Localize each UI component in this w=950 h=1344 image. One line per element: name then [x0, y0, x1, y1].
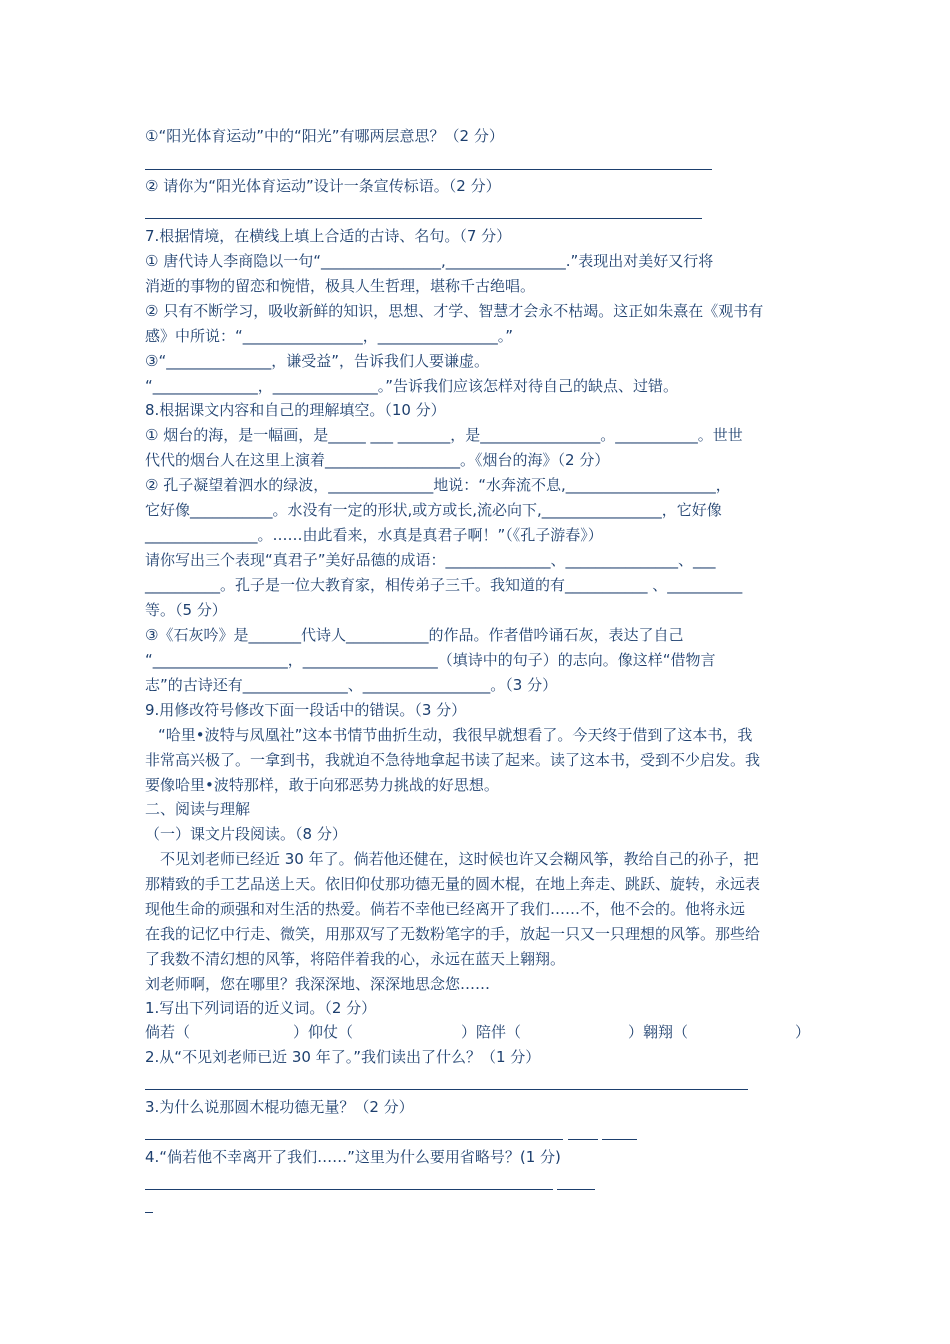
q6-2-question: ② 请你为“阳光体育运动”设计一条宣传标语。（2 分） [145, 177, 501, 195]
q8-2-line-d: 请你写出三个表现“真君子”美好品德的成语：______________、_______________、___ [145, 551, 716, 569]
q9-paragraph-line-2: 非常高兴极了。一拿到书，我就迫不急待地拿起书读了起来。读了这本书，受到不少启发。我 [145, 751, 761, 769]
answer-line-reading-q3-b[interactable] [568, 1139, 598, 1140]
answer-line-reading-q3-a[interactable] [145, 1139, 563, 1140]
passage-line-6: 刘老师啊，您在哪里？我深深地、深深地思念您…… [145, 975, 491, 993]
synonym-close-paren: ） [795, 1023, 811, 1041]
section-2-title: 二、阅读与理解 [145, 800, 251, 818]
answer-line-q6-2[interactable] [145, 218, 702, 219]
synonym-word-3: ）陪伴（ [461, 1023, 522, 1041]
q7-title: 7.根据情境，在横线上填上合适的古诗、名句。（7 分） [145, 227, 512, 245]
passage-line-2: 那精致的手工艺品送上天。依旧仰仗那功德无量的圆木棍，在地上奔走、跳跃、旋转，永远表 [145, 875, 761, 893]
q7-2-line-a: ② 只有不断学习，吸收新鲜的知识，思想、才学、智慧才会永不枯竭。这正如朱熹在《观书有 [145, 302, 764, 320]
q8-3-line-b: “__________________，__________________（填诗中的句子）的志向。像这样“借物言 [145, 651, 716, 669]
q6-1-question: ①“阳光体育运动”中的“阳光”有哪两层意思？（2 分） [145, 127, 504, 145]
q7-1-line-a: ① 唐代诗人李商隐以一句“________________,________________.”表现出对美好又行将 [145, 252, 714, 270]
q9-paragraph-line-1: “哈里•波特与凤凰社”这本书情节曲折生动，我很早就想看了。今天终于借到了这本书，我 [158, 726, 753, 744]
synonym-word-1: 倘若（ [145, 1023, 191, 1041]
q8-1-line-b: 代代的烟台人在这里上演着__________________。《烟台的海》（2 分） [145, 451, 610, 469]
answer-line-q6-1[interactable] [145, 169, 712, 170]
answer-line-reading-q4-b[interactable] [557, 1189, 595, 1190]
passage-line-1: 不见刘老师已经近 30 年了。倘若他还健在，这时候也许又会糊风筝，教给自己的孙子，把 [160, 850, 759, 868]
q8-3-line-c: 志”的古诗还有______________、_________________。（3 分） [145, 676, 558, 694]
reading-q2-title: 2.从“不见刘老师已近 30 年了。”我们读出了什么？（1 分） [145, 1048, 541, 1066]
q9-title: 9.用修改符号修改下面一段话中的错误。（3 分） [145, 701, 467, 719]
q7-3-line-b: “______________，______________。”告诉我们应该怎样对待自己的缺点、过错。 [145, 377, 679, 395]
q8-3-line-a: ③《石灰吟》是_______代诗人___________的作品。作者借吟诵石灰，表达了自己 [145, 626, 684, 644]
q7-1-line-b: 消逝的事物的留恋和惋惜，极具人生哲理，堪称千古绝唱。 [145, 277, 536, 295]
passage-line-3: 现他生命的顽强和对生活的热爱。倘若不幸他已经离开了我们……不，他不会的。他将永远 [145, 900, 746, 918]
q9-paragraph-line-3: 要像哈里•波特那样，敢于向邪恶势力挑战的好思想。 [145, 776, 499, 794]
passage-line-5: 了我数不清幻想的风筝，将陪伴着我的心，永远在蓝天上翱翔。 [145, 950, 566, 968]
q8-2-line-e: __________。孔子是一位大教育家，相传弟子三千。我知道的有___________ 、__________ [145, 576, 743, 594]
q7-2-line-b: 感》中所说：“________________，________________。” [145, 327, 514, 345]
passage-line-4: 在我的记忆中行走、微笑，用那双写了无数粉笔字的手，放起一只又一只理想的风筝。那些给 [145, 925, 761, 943]
reading-q3-title: 3.为什么说那圆木棍功德无量？（2 分） [145, 1098, 414, 1116]
reading-q1-title: 1.写出下列词语的近义词。（2 分） [145, 999, 377, 1017]
q8-2-line-a: ② 孔子凝望着泗水的绿波，______________地说：“水奔流不息,____________________， [145, 476, 731, 494]
reading-q4-title: 4.“倘若他不幸离开了我们……”这里为什么要用省略号？(1 分) [145, 1148, 561, 1166]
synonym-word-4: ）翱翔（ [628, 1023, 689, 1041]
answer-line-reading-q3-c[interactable] [602, 1139, 637, 1140]
synonym-word-2: ）仰仗（ [293, 1023, 354, 1041]
subsection-1-title: （一）课文片段阅读。（8 分） [145, 825, 347, 843]
answer-line-reading-q2[interactable] [145, 1089, 748, 1090]
q8-2-line-b: 它好像___________。水没有一定的形状,或方或长,流必向下,________________，它好像 [145, 501, 722, 519]
q8-2-line-f: 等。（5 分） [145, 601, 227, 619]
answer-line-reading-q4-a[interactable] [145, 1189, 553, 1190]
q8-1-line-a: ① 烟台的海，是一幅画，是_____ ___ _______，是________________。___________。世世 [145, 426, 743, 444]
answer-line-reading-q4-c[interactable] [145, 1212, 153, 1213]
q8-title: 8.根据课文内容和自己的理解填空。（10 分） [145, 401, 446, 419]
q8-2-line-c: _______________。……由此看来，水真是真君子啊！”（《孔子游春》） [145, 526, 603, 544]
q7-3-line-a: ③“______________，谦受益”，告诉我们人要谦虚。 [145, 352, 489, 370]
